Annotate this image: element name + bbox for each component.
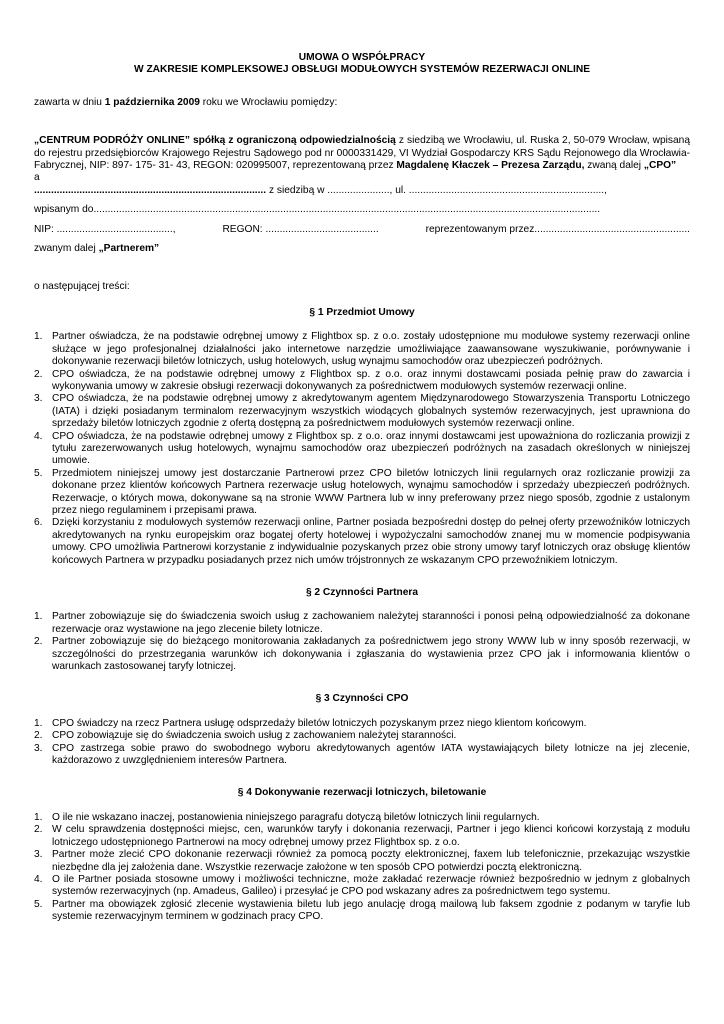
partner-name-blank: .................................................................................. <box>34 184 267 196</box>
list-item <box>34 899 690 924</box>
item-number: 5. <box>34 467 43 479</box>
item-text: CPO oświadcza, że na podstawie odrębnej umowy z Flightbox sp. z o.o. oraz innymi dostawcami posiada pełnię praw do zawarcia i wykonywania umowy w zakresie obsługi rezerwacji dokonywanych za pośrednictwem modułowych systemów rezerwacji online. <box>52 368 690 392</box>
list-item <box>34 331 690 368</box>
contract-page <box>34 52 690 924</box>
party-cpo-alias-prefix: zwaną dalej <box>584 160 644 172</box>
item-number: 2. <box>34 636 43 648</box>
item-number: 3. <box>34 849 43 861</box>
section-3-list <box>34 718 690 768</box>
intro-suffix: roku we Wrocławiu pomiędzy: <box>199 96 338 108</box>
section-title-4: § 4 Dokonywanie rezerwacji lotniczych, biletowanie <box>237 787 487 799</box>
list-item <box>34 743 690 768</box>
item-number: 1. <box>34 611 43 623</box>
item-number: 1. <box>34 331 43 343</box>
party-cpo-details: z siedzibą we Wrocławiu, ul. Ruska 2, 50-079 Wrocław, wpisaną do rejestru przedsiębiorców Krajowego Rejestru Sądowego pod nr 0000331429, VI Wydział Gospodarczy KRS Sądu Rejonowego dla Wrocławia-Fabrycznej, NIP: 897- 175- 31- 43, REGON: 020995007, reprezentowaną przez <box>34 135 690 172</box>
list-item <box>34 369 690 394</box>
list-item <box>34 431 690 468</box>
party-partner-registry-line: wpisanym do................................................................................................................................................................................... <box>34 204 601 216</box>
item-text: Partner ma obowiązek zgłosić zlecenie wystawienia biletu lub jego anulację drogą mailową lub faksem zgodnie z podanym w taryfie lub systemie rezerwacyjnym terminem w godzinach pracy CPO. <box>52 898 690 923</box>
list-item <box>34 636 690 673</box>
item-number: 3. <box>34 742 43 754</box>
party-cpo-name: „CENTRUM PODRÓŻY ONLINE” spółką z ograniczoną odpowiedzialnością <box>34 135 396 147</box>
list-item <box>34 874 690 899</box>
partner-address-blank: z siedzibą w ......................, ul. ....................................................................., <box>266 184 607 196</box>
party-cpo-representative: Magdalenę Kłaczek – Prezesa Zarządu, <box>396 160 585 172</box>
title-line-1: UMOWA O WSPÓŁPRACY <box>298 52 426 63</box>
partner-representative-blank: reprezentowanym przez....................................................... <box>425 223 690 235</box>
title-line-2: W ZAKRESIE KOMPLEKSOWEJ OBSŁUGI MODUŁOWYCH SYSTEMÓW REZERWACJI ONLINE <box>134 64 590 76</box>
list-item <box>34 730 690 742</box>
partner-nip-blank: NIP: ........................................., <box>34 223 176 235</box>
following-content: o następującej treści: <box>34 281 130 293</box>
item-number: 4. <box>34 873 43 885</box>
item-number: 2. <box>34 368 43 380</box>
item-text: Partner zobowiązuje się do świadczenia swoich usług z zachowaniem należytej staranności i ponosi pełną odpowiedzialność za dokonane rezerwacje oraz wystawione na jego zlecenie bilety lotnicze. <box>52 611 690 635</box>
item-number: 2. <box>34 824 43 836</box>
item-text: O ile Partner posiada stosowne umowy i możliwości techniczne, może zakładać rezerwacje również bezpośrednio w jednym z globalnych systemów rezerwacyjnych (np. Amadeus, Galileo) i przesyłać je CPO pod wskazany adres za pośrednictwem tego systemu. <box>52 873 690 898</box>
section-1-list <box>34 331 690 567</box>
party-partner-ids-line <box>34 224 690 236</box>
item-text: Przedmiotem niniejszej umowy jest dostarczanie Partnerowi przez CPO biletów lotniczych linii regularnych oraz rozliczanie prowizji za dokonane przez klientów końcowych Partnera rezerwacje usług hotelowych, wynajmu samochodów i sprzedaży ubezpieczeń podróżnych. Rezerwacje, o których mowa, dokonywane są na stronie WWW Partnera lub w inny preferowany przez niego sposób, zgodnie z ustalonym przez niego regulaminem i przepisami prawa. <box>52 467 690 516</box>
section-title-1: § 1 Przedmiot Umowy <box>309 306 415 318</box>
item-text: CPO oświadcza, że na podstawie odrębnej umowy z Flightbox sp. z o.o. oraz innymi dostawcami jest upoważniona do rozliczania prowizji z tytułu zarezerwowanych usług hotelowych, wynajmu samochodów oraz ubezpieczeń podróżnych na zasadach określonych w niniejszej umowie. <box>52 430 690 467</box>
partner-alias: „Partnerem” <box>98 243 160 255</box>
list-item <box>34 393 690 430</box>
section-2-list <box>34 611 690 673</box>
item-text: Partner zobowiązuje się do bieżącego monitorowania zakładanych za pośrednictwem jego strony WWW lub w inny sposób rezerwacji, w szczególności do przestrzegania warunków ich dokonywania i zgłaszania do wystawienia przez CPO jak i informowania klientów o warunkach zastosowanej taryfy lotniczej. <box>52 636 690 673</box>
item-text: CPO zobowiązuje się do świadczenia swoich usług z zachowaniem należytej staranności. <box>52 730 457 742</box>
partner-regon-blank: REGON: ........................................ <box>222 223 379 235</box>
item-number: 6. <box>34 517 43 529</box>
partner-alias-line <box>34 243 690 255</box>
item-text: Partner może zlecić CPO dokonanie rezerwacji również za pomocą poczty elektronicznej, faxem lub telefonicznie, przekazując wszystkie niezbędne dla jej założenia dane. Wszystkie rezerwacje założone w ten sposób CPO potwierdzi pocztą elektroniczną. <box>52 849 690 873</box>
item-number: 3. <box>34 393 43 405</box>
item-number: 5. <box>34 898 43 910</box>
section-title-3: § 3 Czynności CPO <box>315 693 409 705</box>
item-text: CPO oświadcza, że na podstawie odrębnej umowy z akredytowanym agentem Międzynarodowego Stowarzyszenia Transportu Lotniczego (IATA) i dzięki posiadanym terminalom rezerwacyjnym wszystkich wiodących globalnych systemów rezerwacyjnych, jest uprawniona do sprzedaży biletów lotniczych zgodnie z ofertą dostępną za pośrednictwem modułowych systemów rezerwacji online. <box>52 393 690 430</box>
item-text: Partner oświadcza, że na podstawie odrębnej umowy z Flightbox sp. z o.o. zostały udostępnione mu modułowe systemy rezerwacji online służące w jego profesjonalnej działalności jako internetowe narzędzie umożliwiające zaawansowane wyszukiwanie, porównywanie i dokonywanie rezerwacji biletów lotniczych, usług hotelowych, usług wynajmu samochodów oraz ubezpieczeń podróżnych. <box>52 331 690 368</box>
item-number: 2. <box>34 730 43 742</box>
party-partner-line-1 <box>34 185 690 197</box>
list-item <box>34 468 690 518</box>
list-item <box>34 718 690 730</box>
intro-prefix: zawarta w dniu <box>34 96 105 108</box>
item-text: CPO świadczy na rzecz Partnera usługę odsprzedaży biletów lotniczych pozyskanym przez niego klientom końcowym. <box>52 717 587 729</box>
item-text: Dzięki korzystaniu z modułowych systemów rezerwacji online, Partner posiada bezpośredni dostęp do pełnej oferty przewoźników lotniczych akredytowanych na rynku europejskim oraz bogatej oferty hotelowej i wypożyczalni samochodów znanej mu w momencie podpisywania umowy. CPO umożliwia Partnerowi korzystanie z indywidualnie pozyskanych przez obie strony umowy taryf lotniczych oraz obsługę klientów końcowych Partnera w przypadku posiadanych przez nich umów trójstronnych ze wskazanym CPO przewoźnikiem lotniczym. <box>52 517 690 566</box>
item-number: 4. <box>34 430 43 442</box>
intro-line <box>34 97 690 109</box>
item-number: 1. <box>34 717 43 729</box>
list-item <box>34 611 690 636</box>
party-cpo-alias: „CPO” <box>643 160 677 172</box>
list-item <box>34 517 690 567</box>
section-title-2: § 2 Czynności Partnera <box>305 587 419 598</box>
section-4-list <box>34 812 690 924</box>
item-text: O ile nie wskazano inaczej, postanowienia niniejszego paragrafu dotyczą biletów lotniczych linii regularnych. <box>52 811 540 823</box>
item-text: W celu sprawdzenia dostępności miejsc, cen, warunków taryfy i dokonania rezerwacji, Partner i jego klienci końcowi korzystają z modułu lotniczego udostępnionego Partnerowi na mocy odrębnej umowy przez Flightbox sp. z o.o. <box>52 824 690 848</box>
contract-date: 1 października 2009 <box>104 96 200 108</box>
contract-title <box>34 52 690 77</box>
list-item <box>34 812 690 824</box>
list-item <box>34 824 690 849</box>
item-number: 1. <box>34 811 43 823</box>
partner-alias-prefix: zwanym dalej <box>34 243 99 255</box>
party-cpo <box>34 135 690 172</box>
list-item <box>34 849 690 874</box>
and-word: a <box>34 172 40 184</box>
item-text: CPO zastrzega sobie prawo do swobodnego wyboru akredytowanych agentów IATA wystawiających bilety lotnicze na jej zlecenie, każdorazowo z uwzględnieniem interesów Partnera. <box>52 742 690 767</box>
